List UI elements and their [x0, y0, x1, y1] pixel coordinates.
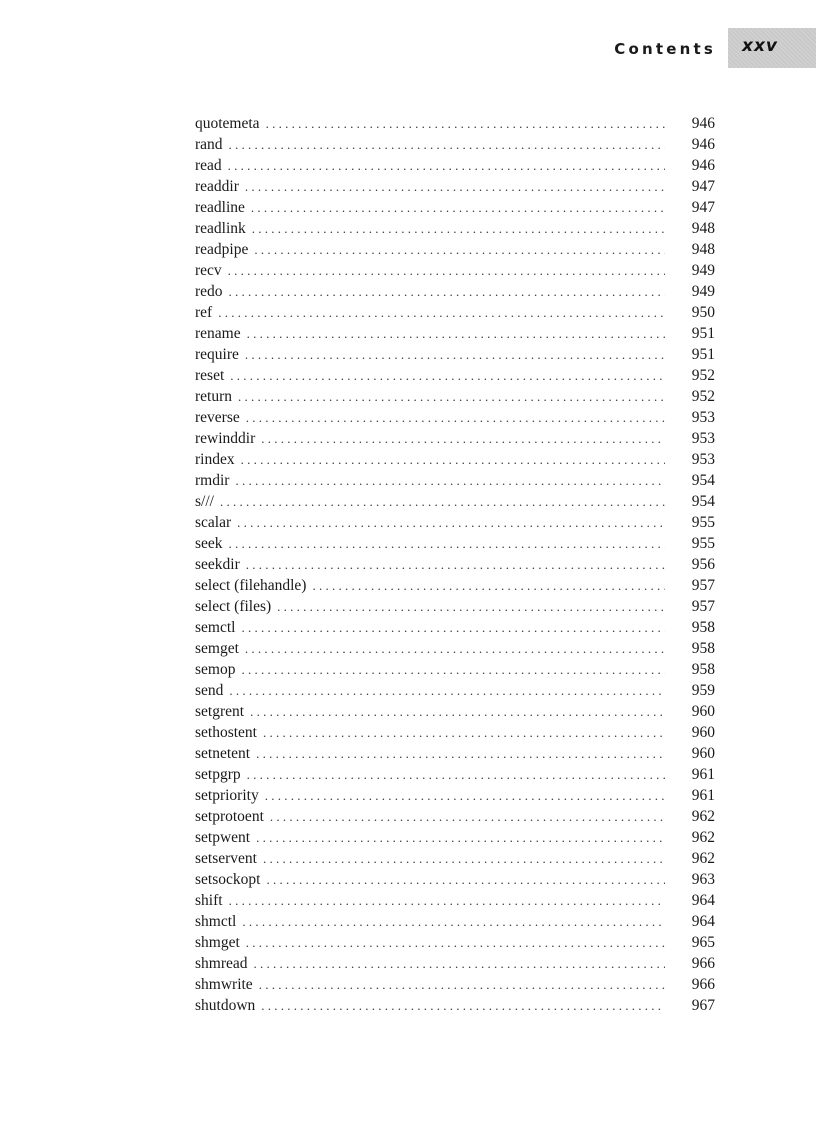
toc-entry-label: require: [195, 346, 239, 363]
toc-entry-page-number: 946: [691, 136, 715, 153]
toc-dot-leader: [254, 953, 665, 974]
toc-dot-leader: [229, 533, 665, 554]
toc-entry-page-number: 951: [691, 346, 715, 363]
toc-entry-page-number: 955: [691, 514, 715, 531]
toc-entry-page-number: 954: [691, 493, 715, 510]
toc-entry-label: seek: [195, 535, 223, 552]
toc-entry-label: rand: [195, 136, 223, 153]
table-of-contents: [195, 113, 715, 1016]
toc-entry-page-number: 958: [691, 661, 715, 678]
toc-entry[interactable]: [195, 470, 715, 491]
toc-entry[interactable]: [195, 428, 715, 449]
toc-dot-leader: [229, 890, 665, 911]
toc-entry[interactable]: [195, 533, 715, 554]
toc-entry-page-number: 958: [691, 640, 715, 657]
toc-entry-page-number: 964: [691, 892, 715, 909]
toc-entry-label: ref: [195, 304, 213, 321]
toc-dot-leader: [237, 512, 665, 533]
toc-entry[interactable]: [195, 512, 715, 533]
toc-dot-leader: [238, 386, 665, 407]
toc-entry-page-number: 948: [691, 241, 715, 258]
toc-entry-page-number: 947: [691, 199, 715, 216]
toc-entry[interactable]: [195, 155, 715, 176]
toc-entry-label: semop: [195, 661, 236, 678]
toc-entry-page-number: 957: [691, 598, 715, 615]
toc-entry-label: shmread: [195, 955, 248, 972]
toc-entry-page-number: 948: [691, 220, 715, 237]
toc-entry[interactable]: [195, 890, 715, 911]
toc-entry[interactable]: [195, 848, 715, 869]
toc-entry-label: select (files): [195, 598, 272, 615]
toc-dot-leader: [235, 470, 665, 491]
toc-entry[interactable]: [195, 239, 715, 260]
toc-dot-leader: [266, 113, 665, 134]
toc-dot-leader: [263, 848, 665, 869]
toc-entry-label: shmctl: [195, 913, 237, 930]
toc-entry-page-number: 953: [691, 430, 715, 447]
toc-dot-leader: [230, 365, 665, 386]
toc-entry[interactable]: [195, 344, 715, 365]
toc-dot-leader: [250, 701, 665, 722]
toc-entry-label: return: [195, 388, 233, 405]
toc-entry[interactable]: [195, 827, 715, 848]
toc-entry-label: setpgrp: [195, 766, 241, 783]
section-title: Contents: [614, 40, 716, 58]
toc-entry-label: readline: [195, 199, 245, 216]
toc-entry-label: setnetent: [195, 745, 251, 762]
toc-dot-leader: [229, 281, 665, 302]
toc-entry-page-number: 960: [691, 703, 715, 720]
toc-dot-leader: [241, 617, 665, 638]
toc-entry-page-number: 953: [691, 409, 715, 426]
toc-entry-label: setgrent: [195, 703, 245, 720]
toc-entry-label: shutdown: [195, 997, 256, 1014]
toc-entry[interactable]: [195, 764, 715, 785]
toc-entry-label: setpwent: [195, 829, 251, 846]
toc-dot-leader: [246, 407, 665, 428]
toc-entry-label: setprotoent: [195, 808, 264, 825]
toc-entry-label: semget: [195, 640, 239, 657]
toc-entry-page-number: 965: [691, 934, 715, 951]
toc-dot-leader: [241, 659, 665, 680]
toc-entry-page-number: 960: [691, 724, 715, 741]
toc-entry[interactable]: [195, 785, 715, 806]
toc-entry[interactable]: [195, 218, 715, 239]
toc-entry[interactable]: [195, 743, 715, 764]
toc-entry[interactable]: [195, 281, 715, 302]
page-number-tab: [728, 28, 816, 68]
toc-dot-leader: [247, 764, 665, 785]
toc-dot-leader: [245, 638, 665, 659]
toc-entry[interactable]: [195, 680, 715, 701]
toc-entry-page-number: 959: [691, 682, 715, 699]
toc-entry[interactable]: [195, 722, 715, 743]
toc-dot-leader: [241, 449, 665, 470]
toc-entry[interactable]: [195, 113, 715, 134]
toc-entry-label: send: [195, 682, 224, 699]
toc-entry[interactable]: [195, 365, 715, 386]
toc-entry[interactable]: [195, 323, 715, 344]
toc-entry-page-number: 966: [691, 955, 715, 972]
toc-dot-leader: [266, 869, 665, 890]
toc-entry-label: recv: [195, 262, 222, 279]
toc-dot-leader: [252, 218, 665, 239]
toc-entry[interactable]: [195, 911, 715, 932]
toc-entry-label: readlink: [195, 220, 246, 237]
toc-dot-leader: [256, 827, 665, 848]
toc-entry[interactable]: [195, 386, 715, 407]
toc-dot-leader: [265, 785, 665, 806]
toc-entry[interactable]: [195, 575, 715, 596]
toc-entry[interactable]: [195, 869, 715, 890]
toc-entry[interactable]: [195, 638, 715, 659]
toc-entry-page-number: 954: [691, 472, 715, 489]
toc-entry[interactable]: [195, 302, 715, 323]
toc-entry[interactable]: [195, 701, 715, 722]
toc-entry-page-number: 950: [691, 304, 715, 321]
toc-entry[interactable]: [195, 617, 715, 638]
toc-entry-label: s///: [195, 493, 214, 510]
toc-entry-label: rmdir: [195, 472, 230, 489]
toc-entry-label: redo: [195, 283, 223, 300]
toc-entry[interactable]: [195, 491, 715, 512]
toc-entry[interactable]: [195, 134, 715, 155]
toc-entry[interactable]: [195, 554, 715, 575]
toc-entry-page-number: 964: [691, 913, 715, 930]
toc-entry-page-number: 962: [691, 808, 715, 825]
running-head: [0, 38, 816, 66]
toc-dot-leader: [261, 428, 665, 449]
toc-dot-leader: [312, 575, 665, 596]
toc-entry-page-number: 960: [691, 745, 715, 762]
toc-entry-page-number: 967: [691, 997, 715, 1014]
toc-dot-leader: [261, 995, 665, 1016]
toc-entry[interactable]: [195, 806, 715, 827]
toc-entry[interactable]: [195, 659, 715, 680]
toc-entry[interactable]: [195, 260, 715, 281]
toc-dot-leader: [228, 155, 665, 176]
toc-entry[interactable]: [195, 974, 715, 995]
toc-entry-page-number: 947: [691, 178, 715, 195]
toc-entry-page-number: 962: [691, 829, 715, 846]
toc-dot-leader: [246, 932, 665, 953]
toc-entry-label: shmget: [195, 934, 240, 951]
toc-entry-page-number: 962: [691, 850, 715, 867]
toc-dot-leader: [229, 680, 665, 701]
toc-entry-label: setpriority: [195, 787, 259, 804]
toc-entry-label: shift: [195, 892, 223, 909]
toc-entry-page-number: 956: [691, 556, 715, 573]
toc-entry-page-number: 958: [691, 619, 715, 636]
toc-entry-page-number: 961: [691, 766, 715, 783]
toc-entry-page-number: 957: [691, 577, 715, 594]
toc-entry-label: readdir: [195, 178, 239, 195]
toc-entry-label: shmwrite: [195, 976, 253, 993]
toc-entry[interactable]: [195, 449, 715, 470]
toc-entry-label: semctl: [195, 619, 236, 636]
toc-entry-label: read: [195, 157, 222, 174]
toc-dot-leader: [254, 239, 665, 260]
toc-dot-leader: [228, 260, 665, 281]
toc-entry-page-number: 955: [691, 535, 715, 552]
toc-entry-label: seekdir: [195, 556, 240, 573]
toc-entry-label: rewinddir: [195, 430, 256, 447]
toc-entry-page-number: 946: [691, 157, 715, 174]
toc-dot-leader: [247, 323, 665, 344]
toc-dot-leader: [229, 134, 665, 155]
toc-entry[interactable]: [195, 995, 715, 1016]
toc-entry-label: rename: [195, 325, 241, 342]
toc-entry[interactable]: [195, 407, 715, 428]
toc-dot-leader: [270, 806, 665, 827]
toc-entry[interactable]: [195, 596, 715, 617]
toc-dot-leader: [259, 974, 665, 995]
toc-entry-page-number: 952: [691, 388, 715, 405]
toc-entry[interactable]: [195, 176, 715, 197]
toc-entry-page-number: 961: [691, 787, 715, 804]
toc-entry-page-number: 952: [691, 367, 715, 384]
toc-entry-label: setservent: [195, 850, 257, 867]
toc-dot-leader: [277, 596, 665, 617]
toc-dot-leader: [245, 344, 665, 365]
toc-entry[interactable]: [195, 932, 715, 953]
toc-dot-leader: [220, 491, 665, 512]
toc-dot-leader: [256, 743, 665, 764]
toc-entry-page-number: 946: [691, 115, 715, 132]
toc-entry-page-number: 966: [691, 976, 715, 993]
toc-entry-label: reverse: [195, 409, 240, 426]
toc-dot-leader: [246, 554, 665, 575]
toc-entry-label: rindex: [195, 451, 235, 468]
toc-dot-leader: [242, 911, 665, 932]
toc-entry-page-number: 949: [691, 262, 715, 279]
toc-entry-label: quotemeta: [195, 115, 260, 132]
page-number: xxv: [742, 36, 779, 56]
toc-dot-leader: [251, 197, 665, 218]
toc-entry-page-number: 963: [691, 871, 715, 888]
toc-entry-page-number: 953: [691, 451, 715, 468]
toc-entry-page-number: 949: [691, 283, 715, 300]
toc-entry-label: scalar: [195, 514, 232, 531]
toc-dot-leader: [245, 176, 665, 197]
toc-dot-leader: [218, 302, 665, 323]
toc-entry-label: select (filehandle): [195, 577, 307, 594]
toc-dot-leader: [263, 722, 665, 743]
toc-entry-label: reset: [195, 367, 225, 384]
toc-entry-label: readpipe: [195, 241, 249, 258]
toc-entry[interactable]: [195, 197, 715, 218]
toc-entry-page-number: 951: [691, 325, 715, 342]
toc-entry-label: setsockopt: [195, 871, 261, 888]
toc-entry-label: sethostent: [195, 724, 257, 741]
toc-entry[interactable]: [195, 953, 715, 974]
